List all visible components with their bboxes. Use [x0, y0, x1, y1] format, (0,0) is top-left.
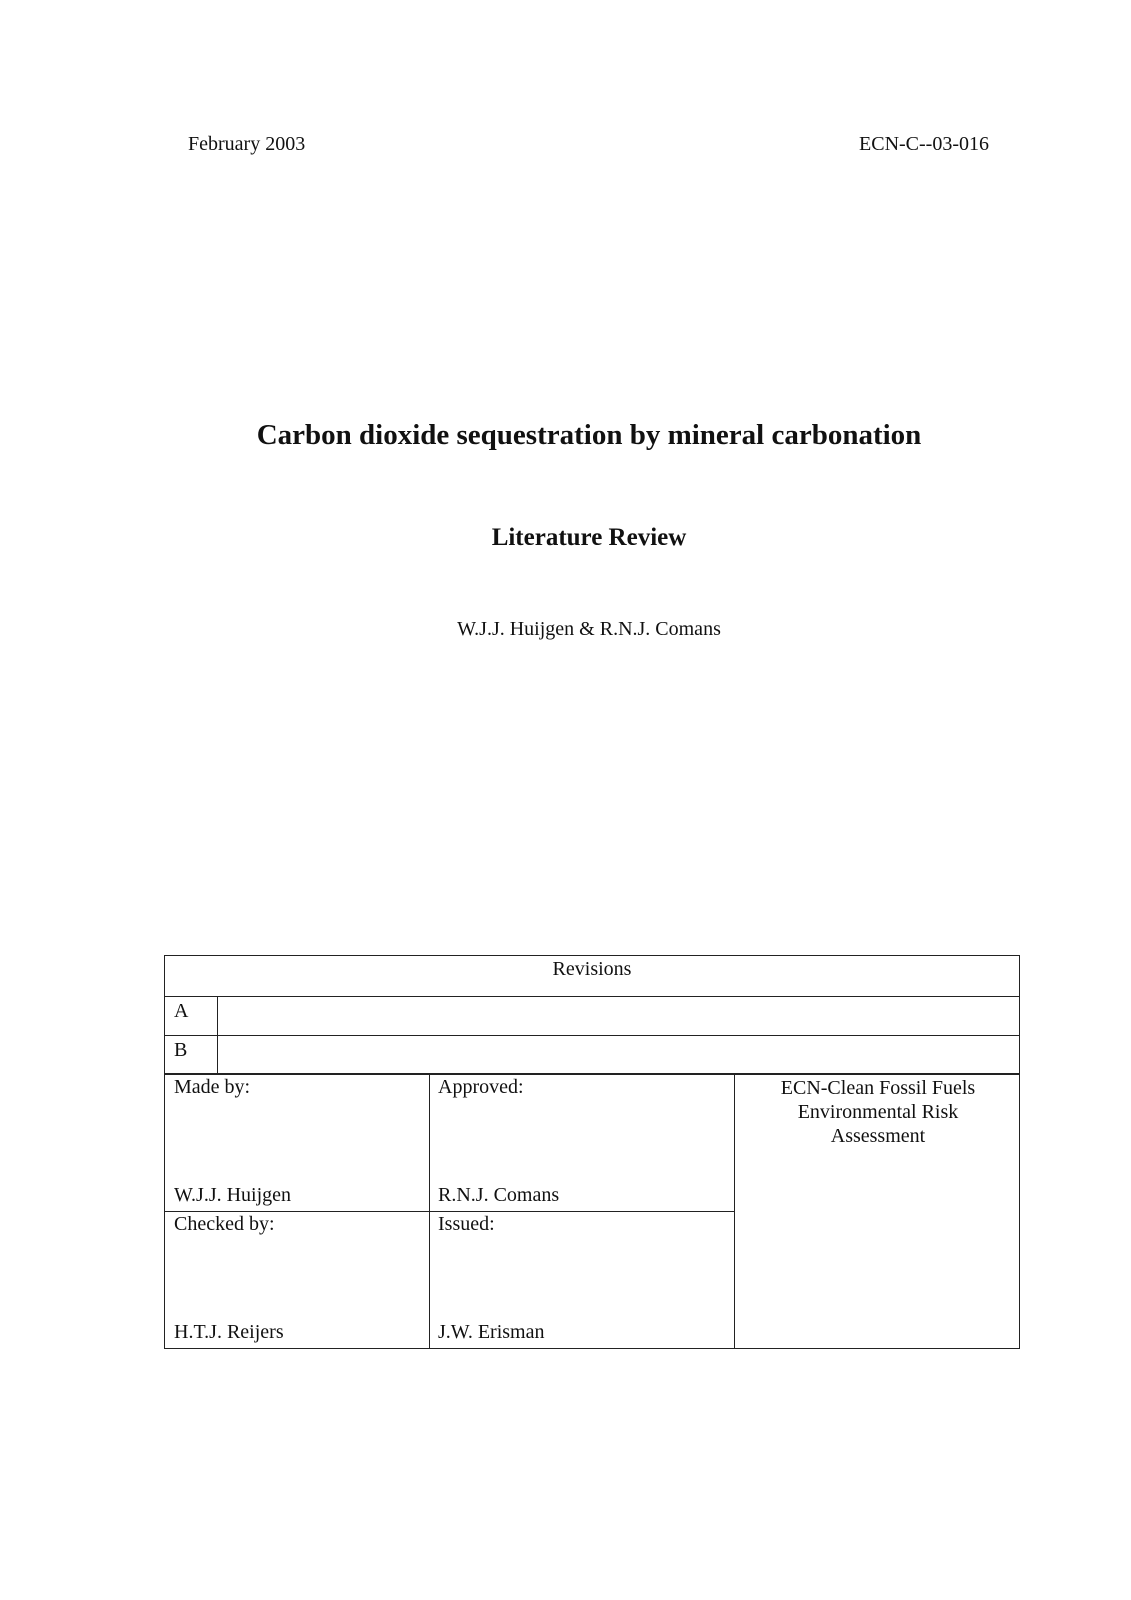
- approved-name: R.N.J. Comans: [438, 1184, 560, 1206]
- department-line: ECN-Clean Fossil Fuels: [780, 1077, 976, 1099]
- checked-by-label: Checked by:: [174, 1213, 275, 1235]
- revisions-header-row: [165, 956, 1020, 997]
- document-title: Carbon dioxide sequestration by mineral carbonation: [256, 419, 922, 451]
- issued-label: Issued:: [438, 1213, 495, 1235]
- department-line: Assessment: [830, 1125, 926, 1147]
- revision-row-b: [165, 1036, 1020, 1075]
- approved-label: Approved:: [438, 1076, 524, 1098]
- issued-name: J.W. Erisman: [438, 1321, 545, 1343]
- approved-cell: [429, 1074, 734, 1211]
- revision-letter: B: [165, 1036, 218, 1075]
- issued-cell: [429, 1211, 734, 1348]
- report-date: February 2003: [188, 133, 306, 155]
- report-number: ECN-C--03-016: [859, 133, 989, 155]
- document-subtitle: Literature Review: [491, 524, 687, 551]
- checked-by-name: H.T.J. Reijers: [174, 1321, 284, 1343]
- signature-block: [164, 1073, 1020, 1349]
- checked-by-cell: [165, 1211, 429, 1348]
- revision-text: [218, 1036, 1020, 1075]
- revisions-table: [164, 955, 1020, 1075]
- revision-text: [218, 997, 1020, 1036]
- department-line: Environmental Risk: [797, 1101, 959, 1123]
- made-by-label: Made by:: [174, 1076, 251, 1098]
- made-by-name: W.J.J. Huijgen: [174, 1184, 292, 1206]
- revisions-heading: Revisions: [165, 956, 1020, 997]
- revision-row-a: [165, 997, 1020, 1036]
- department-cell: [735, 1076, 1021, 1148]
- revision-letter: A: [165, 997, 218, 1036]
- made-by-cell: [165, 1074, 429, 1211]
- document-authors: W.J.J. Huijgen & R.N.J. Comans: [457, 618, 721, 640]
